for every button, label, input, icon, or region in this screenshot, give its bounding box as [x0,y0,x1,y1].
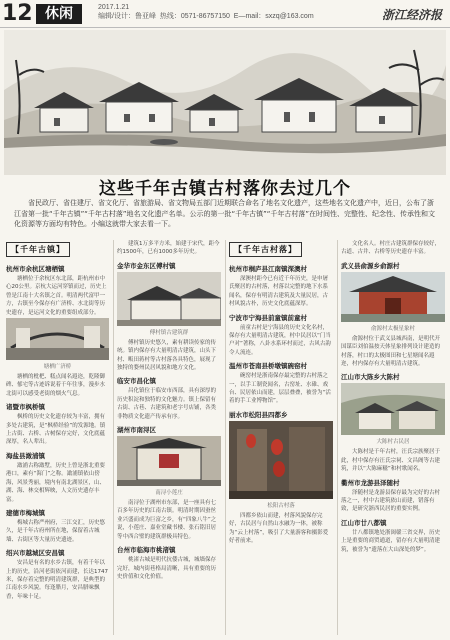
subhead: 武义县俞源乡俞源村 [341,261,400,270]
subhead: 丽水市松阳县四都乡 [229,410,288,419]
subhead: 杭州市桐庐县江南镇深澳村 [229,265,307,273]
body-text: 梅城古称严州府，三江交汇，历史悠久，是千年古府州所在地，保留着古城墙、古街区等大量历史遗迹。 [6,519,106,543]
subhead: 温州市苍南县桥墩镇碗窑村 [229,362,307,371]
photo-red-lanterns [229,421,333,499]
subhead: 宁波市宁海县前童镇前童村 [229,313,307,322]
photo-caption: 塘栖广济桥 [43,364,72,371]
body-text: 碗窑村是浙南保存最完整的古村落之一，以手工制瓷闻名，古窑址、水碓、戏台、民居依山而建，层层叠叠，被誉为“活着的手工业博物馆”。 [229,373,331,405]
subhead: 衢州市龙游县泽随村 [341,478,400,487]
column-2 [117,240,221,635]
body-text: 塘栖的枇杷、糕点闻名遐迩，乾隆御碑、郁宅等古迹诉说着千年往事，漫步水北街可以感受老街的烟火气息。 [6,374,106,397]
header-meta [98,3,314,21]
subhead: 绍兴市越城区安昌镇 [6,549,65,558]
page-header [0,0,450,28]
section-label: 休闲 [36,4,82,24]
column-4 [341,240,445,635]
photo-hall [117,436,221,486]
photo-caption: 松阳古村落 [267,502,295,509]
body-text: 澉浦古称澉墅，历史上曾是浙北重要港口，素有“海门”之称。澉浦镇依山傍海，风景秀丽，境内有南北湖景区，山、湖、海、林交相辉映，人文历史遗存丰富。 [6,462,106,503]
editor-credit: 编辑/设计：鲁亚峰 [98,13,156,20]
body-text: 安昌是有名的水乡古镇，有着千年以上的历史，沿河老街依河而建，长达1747米，保存着完整的明清建筑群，是典型的江南水乡风貌。每逢腊月，安昌腊味飘香，年味十足。 [6,560,108,600]
body-text: 枫桥的历史文化遗存较为丰富，拥有多处古建筑，是“枫桥经验”的发源地。镇上古街、古桥、古树保存完好，文化底蕴深厚，名人辈出。 [6,414,106,446]
hero-ink-painting [4,30,446,175]
body-text: 南浔位于湖州市东部，是一座具有七百多年历史的江南古镇。明清时期因蚕丝业兴盛而成为巨富之乡，有“四象八牛”之说，小莲庄、嘉业堂藏书楼、张石铭旧居等中西合璧的建筑群极具特色。 [117,500,217,540]
body-text: 塘栖位于余杭区东北部，距杭州市中心20公里。京杭大运河穿镇而过，历史上曾是江南十大名镇之首。明清两代富甲一方，古镇至今保存有广济桥、水北街等历史遗存，是运河文化的重要组成部分。 [6,276,107,316]
body-text: 桃渚古城是明代抗倭古城，城墙保存完好，城内街巷格局清晰，具有重要的历史价值和文化价值。 [117,557,217,580]
email: E—mail：sxzq@163.com [233,13,314,20]
column-divider [337,240,338,635]
column-divider [113,240,114,635]
body-text: 四都乡依山而建，村落风貌保存完好，古民居与自然山水融为一体，被称为“云上村落”，吸引了大量游客和摄影爱好者前来。 [229,512,329,545]
subhead: 海盐县澉浦镇 [6,451,45,460]
photo-caption: 南浔小莲庄 [155,490,183,497]
body-text: 文化名人。村庄古建筑群保存较好，古道、古井、古桥等历史遗存丰富。 [341,241,441,256]
category-tag-villages: 【千年古村落】 [229,242,302,257]
lead-paragraph: 省民政厅、省住建厅、省文化厅、省旅游局、省文物局五部门近期联合命名了地名文化遗产，这些地名文化遗产中，近日，公布了浙江省第一批“千年古镇”“千年古村落”地名文化遗产名单。公示的第一批“千年古镇”“千年古村落”在时间性、完整性、纪念性、传承性和文化资源等方面均有特色。小编这就带大家去看一下。 [14,199,436,228]
subhead: 台州市临海市桃渚镇 [117,546,176,555]
subhead: 湖州市南浔区 [117,426,156,435]
subhead: 江山市廿八都镇 [341,518,387,527]
hotline: 热线：0571-86757150 [159,13,230,20]
body-text: 大陈村是千年古村，汪氏宗族聚居于此，村中保存有汪氏宗祠、文昌阁等古建筑，并以“大陈麻糍”和村歌闻名。 [341,449,441,473]
photo-caption: 俞源村太极星象村 [370,325,415,332]
subhead: 江山市大陈乡大陈村 [341,373,400,382]
column-1 [6,240,109,635]
body-text: 泽随村是龙游县保存最为完好的古村落之一，村中古建筑依山而建，错落有致，是研究浙西民居的重要实例。 [341,489,441,513]
photo-village [117,272,221,326]
column-3 [229,240,333,635]
category-tag-towns: 【千年古镇】 [6,242,70,257]
body-text: 深澳村距今已有近千年历史，是申屠氏聚居的古村落，村落以完整的地下水系闻名，保存有明清古建筑及大量民居，古村风貌古朴，历史文化底蕴深厚。 [229,276,329,308]
page-headline: 这些千年古镇古村落你去过几个 [99,179,351,199]
photo-caption: 傅村镇古建筑群 [149,329,189,336]
subhead: 杭州市余杭区塘栖镇 [6,265,65,273]
ink-village-illustration [4,30,446,175]
newspaper-logo: 浙江经济报 [381,8,442,22]
body-text: 建筑1万多平方米，始建于宋代，距今约1500年，已有1000多年历史。 [117,241,220,256]
subhead: 诸暨市枫桥镇 [6,403,45,412]
body-text: 昌化镇位于临安市西部，具有深厚的历史积淀和独特的文化魅力。镇上保留有古街、古巷、古建筑和老字号店铺，各类非物质文化遗产传承有序。 [117,388,217,420]
photo-bridge [6,318,109,360]
photo-pavilion [341,272,445,322]
body-text: 前童古村是宁海县的历史文化名村，保存有大量明清古建筑，村中民居以“门当户对”著称，八卦水系环村而过，古风古韵令人流连。 [229,324,331,356]
column-divider [225,240,226,635]
issue-date: 2017.1.21 [98,4,130,11]
subhead: 临安市昌化镇 [117,377,156,386]
subhead: 建德市梅城镇 [6,508,45,517]
photo-village-houses [341,383,445,435]
body-text: 廿八都镇地处浙闽赣三省交界，历史上是重要的商贸通道，留存有大量明清建筑，被誉为“遗落在大山深处的梦”。 [341,529,441,553]
page-number: 12 [2,1,33,26]
subhead: 金华市金东区傅村镇 [117,261,176,270]
photo-caption: 大陈村古民居 [376,439,410,446]
body-text: 俞源村位于武义县城西南，是明代开国谋臣刘伯温按天体星象排列设计建造的村落，村口的太极图田和七星塘闻名遐迩，村内保存有大量明清古建筑。 [341,335,441,368]
body-text: 傅村镇历史悠久，素有耕读传家的传统。镇内保存有大量明清古建筑，山头下村、畈田蒋村等古村落各具特色，展现了独特的婺州民居风貌和地方文化。 [117,339,217,372]
